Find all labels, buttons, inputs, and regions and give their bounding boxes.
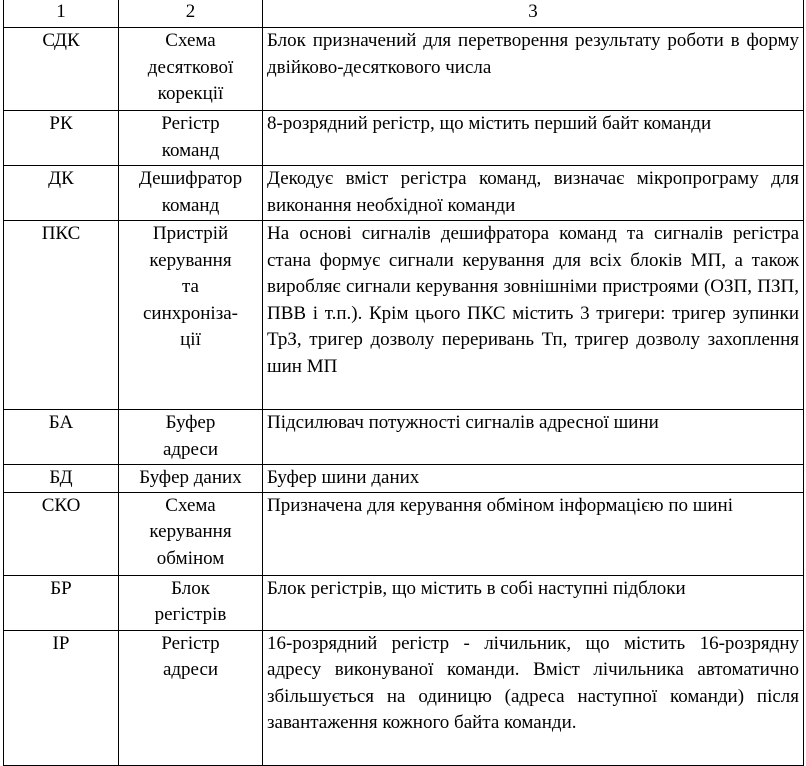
row-name: Пристрій керування та синхронізa- ції xyxy=(119,221,263,410)
row-description: 16-розрядний регістр - лічильник, що містить 16-розрядну адресу виконуваної команди. Вміст лічильника автоматично збільшується на одиницю (адреса наступної команди) після завантаження кожного байта команди. xyxy=(263,630,804,765)
table-row xyxy=(4,410,804,465)
table-row xyxy=(4,465,804,493)
table-row xyxy=(4,575,804,630)
row-name: Схема десяткової корекції xyxy=(119,28,263,111)
table-row xyxy=(4,111,804,166)
column-header-3: 3 xyxy=(263,0,804,28)
row-abbreviation: РК xyxy=(4,111,119,166)
row-name: Буфер даних xyxy=(119,465,263,493)
row-abbreviation: ІР xyxy=(4,630,119,765)
row-name: Блок регістрів xyxy=(119,575,263,630)
table-row xyxy=(4,630,804,765)
row-description: Підсилювач потужності сигналів адресної шини xyxy=(263,410,804,465)
table-header-row xyxy=(4,0,804,28)
row-abbreviation: ДК xyxy=(4,166,119,221)
row-name: Регістр команд xyxy=(119,111,263,166)
components-table xyxy=(3,0,804,766)
table-row xyxy=(4,166,804,221)
row-name: Регістр адреси xyxy=(119,630,263,765)
row-description: Буфер шини даних xyxy=(263,465,804,493)
table-row xyxy=(4,492,804,575)
row-name: Дешифратор команд xyxy=(119,166,263,221)
row-description: Призначена для керування обміном інформацією по шині xyxy=(263,492,804,575)
row-abbreviation: БА xyxy=(4,410,119,465)
row-abbreviation: СДК xyxy=(4,28,119,111)
row-description: Блок призначений для перетворення результату роботи в форму двійково-десяткового числа xyxy=(263,28,804,111)
row-abbreviation: БР xyxy=(4,575,119,630)
row-description: 8-розрядний регістр, що містить перший байт команди xyxy=(263,111,804,166)
row-description: Декодує вміст регістра команд, визначає мікропрограму для виконання необхідної команди xyxy=(263,166,804,221)
row-abbreviation: БД xyxy=(4,465,119,493)
row-abbreviation: СКО xyxy=(4,492,119,575)
row-abbreviation: ПКС xyxy=(4,221,119,410)
row-description: Блок регістрів, що містить в собі наступні підблоки xyxy=(263,575,804,630)
column-header-1: 1 xyxy=(4,0,119,28)
row-name: Буфер адреси xyxy=(119,410,263,465)
row-description: На основі сигналів дешифратора команд та сигналів регістра стана формує сигнали керування для всіх блоків МП, а також виробляє сигнали керування зовнішніми пристроями (ОЗП, ПЗП, ПВВ і т.п.). Крім цього ПКС містить 3 тригери: тригер зупинки ТрЗ, тригер дозволу переривань Тп, тригер дозволу захоплення шин МП xyxy=(263,221,804,410)
table-row xyxy=(4,28,804,111)
table-row xyxy=(4,221,804,410)
row-name: Схема керування обміном xyxy=(119,492,263,575)
column-header-2: 2 xyxy=(119,0,263,28)
